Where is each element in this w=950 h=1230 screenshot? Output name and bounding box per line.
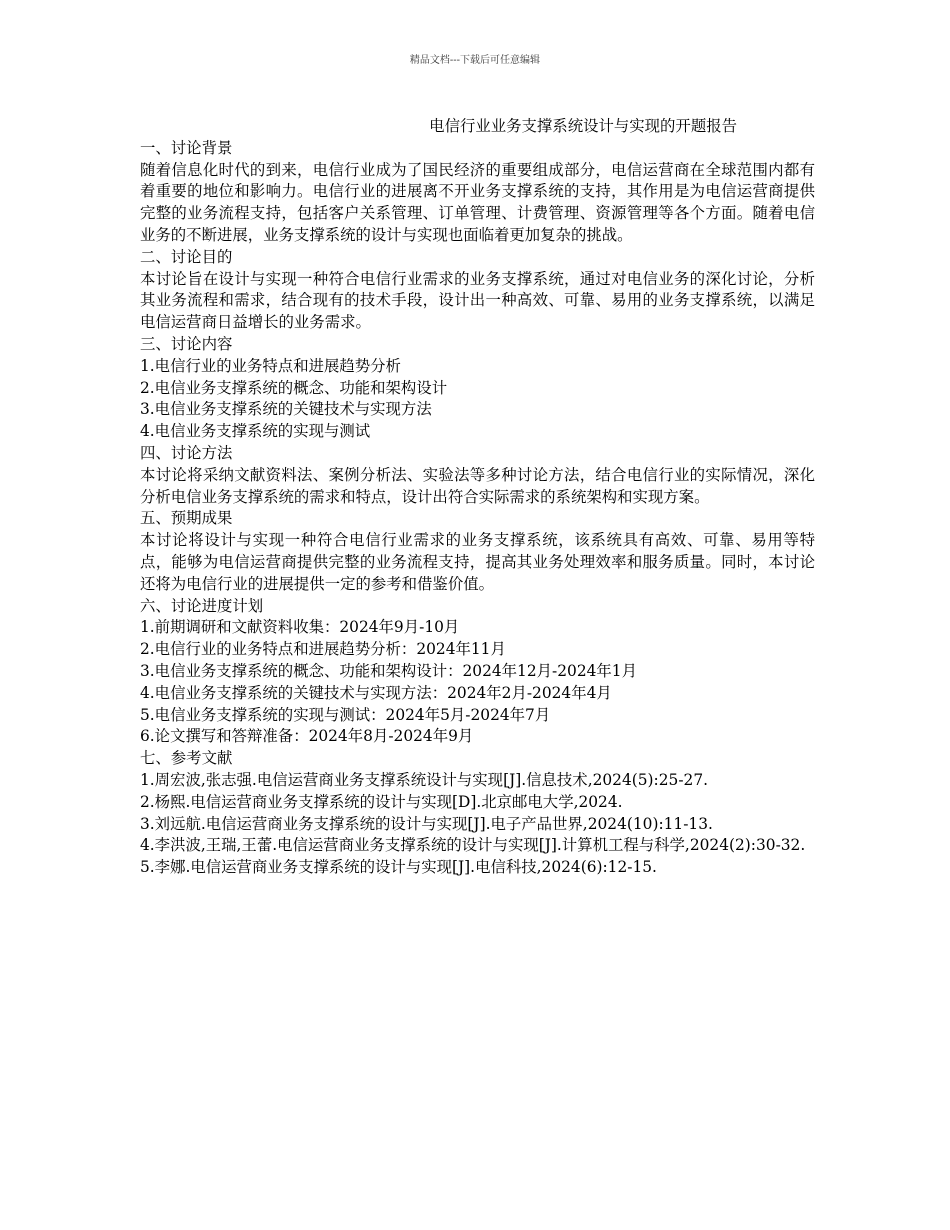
list-item: 1.前期调研和文献资料收集：2024年9月-10月 <box>140 618 460 637</box>
list-item: 2.电信业务支撑系统的概念、功能和架构设计 <box>140 378 448 397</box>
section-heading: 一、讨论背景 <box>140 138 233 157</box>
document-body <box>140 116 815 879</box>
section-background <box>140 138 815 247</box>
reference-item: 4.李洪波,王瑞,王蕾.电信运营商业务支撑系统的设计与实现[J].计算机工程与科学,2024(2):30-32. <box>140 836 806 855</box>
section-paragraph: 本讨论旨在设计与实现一种符合电信行业需求的业务支撑系统，通过对电信业务的深化讨论，分析其业务流程和需求，结合现有的技术手段，设计出一种高效、可靠、易用的业务支撑系统，以满足电信运营商日益增长的业务需求。 <box>140 269 815 332</box>
list-item: 2.电信行业的业务特点和进展趋势分析：2024年11月 <box>140 640 506 659</box>
section-heading: 三、讨论内容 <box>140 334 233 353</box>
section-method <box>140 443 815 508</box>
reference-item: 1.周宏波,张志强.电信运营商业务支撑系统设计与实现[J].信息技术,2024(5):25-27. <box>140 770 709 789</box>
section-heading: 五、预期成果 <box>140 509 233 528</box>
header-note: 精品文档---下载后可任意编辑 <box>409 55 541 66</box>
section-heading: 四、讨论方法 <box>140 443 233 462</box>
section-expected-results <box>140 508 815 595</box>
list-item: 4.电信业务支撑系统的实现与测试 <box>140 422 371 441</box>
section-paragraph: 本讨论将采纳文献资料法、案例分析法、实验法等多种讨论方法，结合电信行业的实际情况，深化分析电信业务支撑系统的需求和特点，设计出符合实际需求的系统架构和实现方案。 <box>140 465 815 506</box>
section-references <box>140 748 815 879</box>
section-paragraph: 随着信息化时代的到来，电信行业成为了国民经济的重要组成部分，电信运营商在全球范围内都有着重要的地位和影响力。电信行业的进展离不开业务支撑系统的支持，其作用是为电信运营商提供完整的业务流程支持，包括客户关系管理、订单管理、计费管理、资源管理等各个方面。随着电信业务的不断进展，业务支撑系统的设计与实现也面临着更加复杂的挑战。 <box>140 160 815 244</box>
reference-item: 3.刘远航.电信运营商业务支撑系统的设计与实现[J].电子产品世界,2024(10):11-13. <box>140 814 713 833</box>
section-content <box>140 334 815 443</box>
section-purpose <box>140 247 815 334</box>
list-item: 4.电信业务支撑系统的关键技术与实现方法：2024年2月-2024年4月 <box>140 683 612 702</box>
list-item: 3.电信业务支撑系统的概念、功能和架构设计：2024年12月-2024年1月 <box>140 661 637 680</box>
list-item: 3.电信业务支撑系统的关键技术与实现方法 <box>140 400 432 419</box>
reference-item: 2.杨熙.电信运营商业务支撑系统的设计与实现[D].北京邮电大学,2024. <box>140 792 623 811</box>
list-item: 6.论文撰写和答辩准备：2024年8月-2024年9月 <box>140 727 474 746</box>
reference-item: 5.李娜.电信运营商业务支撑系统的设计与实现[J].电信科技,2024(6):12-15. <box>140 858 657 877</box>
document-title: 电信行业业务支撑系统设计与实现的开题报告 <box>429 117 737 135</box>
section-heading: 六、讨论进度计划 <box>140 596 264 615</box>
list-item: 1.电信行业的业务特点和进展趋势分析 <box>140 356 401 375</box>
section-schedule <box>140 596 815 749</box>
list-item: 5.电信业务支撑系统的实现与测试：2024年5月-2024年7月 <box>140 705 551 724</box>
section-heading: 二、讨论目的 <box>140 247 233 266</box>
section-paragraph: 本讨论将设计与实现一种符合电信行业需求的业务支撑系统，该系统具有高效、可靠、易用等特点，能够为电信运营商提供完整的业务流程支持，提高其业务处理效率和服务质量。同时，本讨论还将为电信行业的进展提供一定的参考和借鉴价值。 <box>140 531 815 593</box>
section-heading: 七、参考文献 <box>140 749 233 768</box>
